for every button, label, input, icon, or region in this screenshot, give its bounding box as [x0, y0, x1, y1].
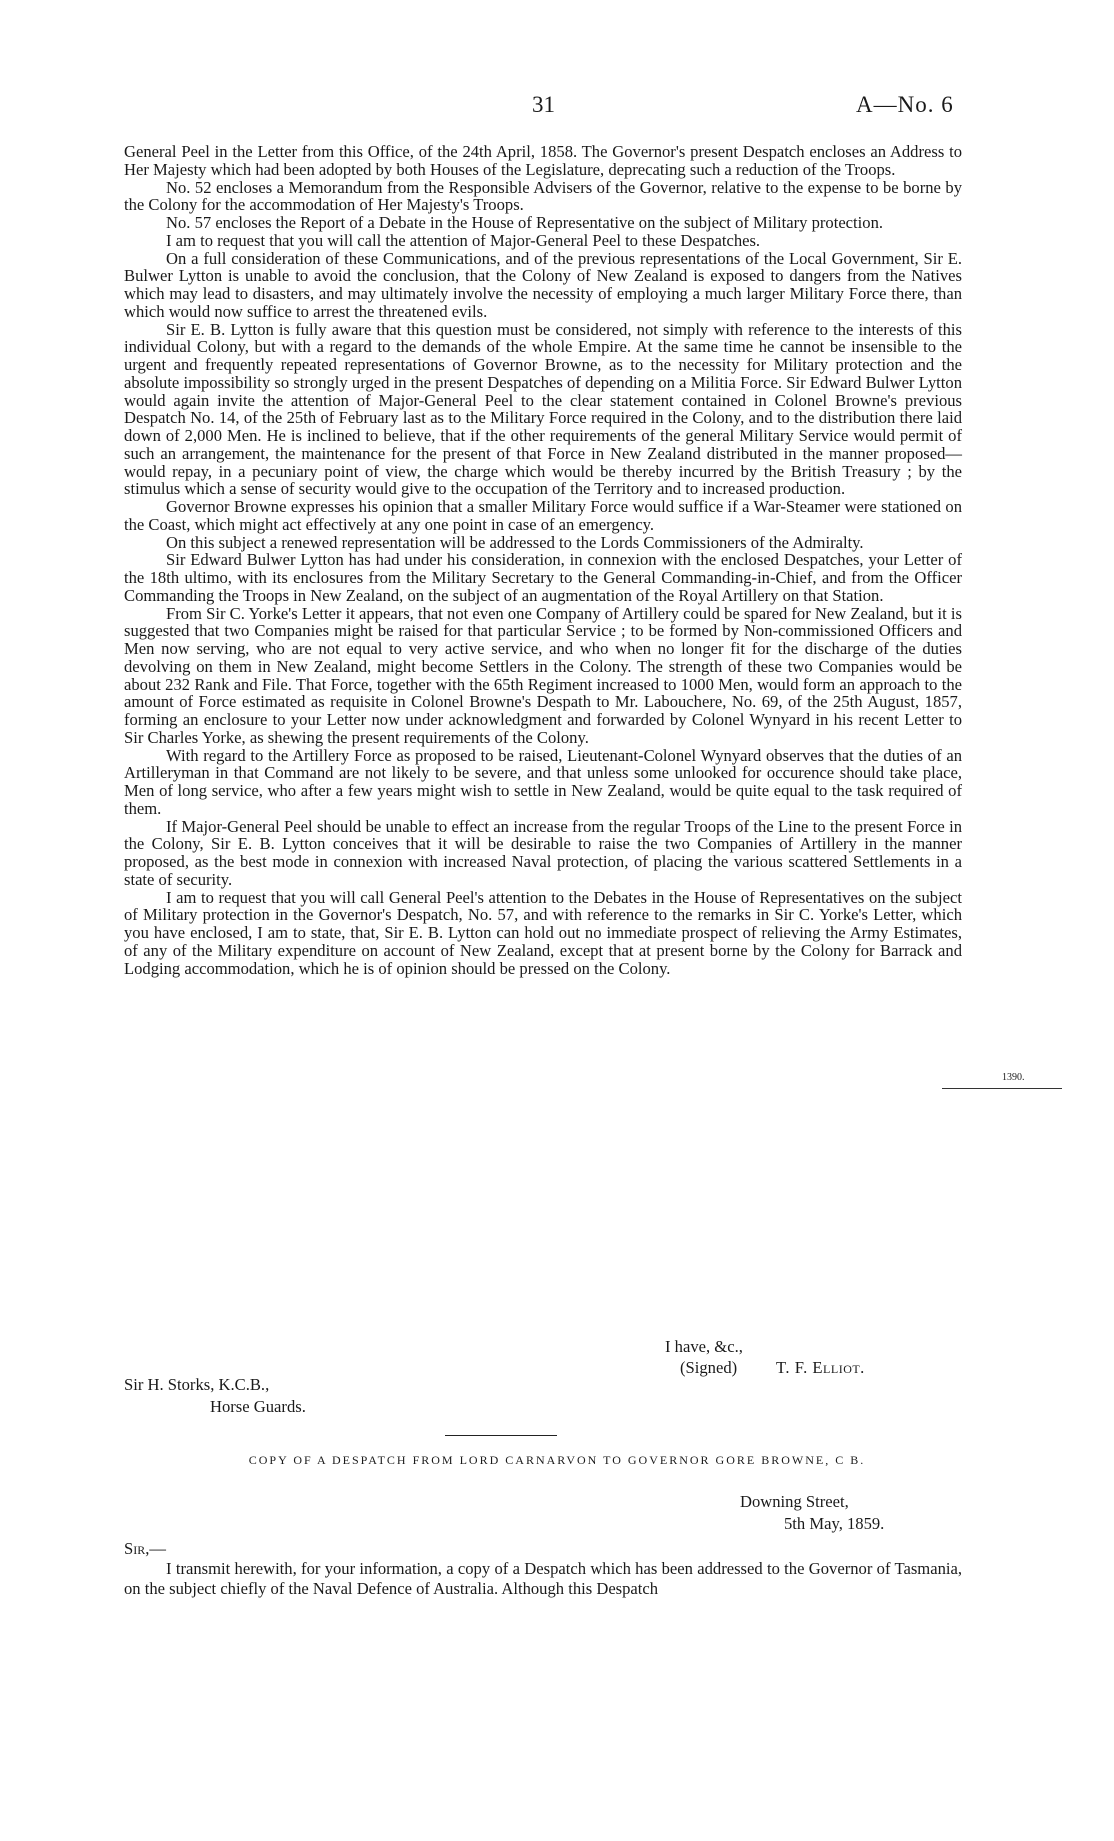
letter-date: 5th May, 1859. [784, 1514, 885, 1533]
margin-leader-line [942, 1088, 962, 1089]
paragraph: On a full consideration of these Communications, and of the previous representations of the Local Government, Sir E. Bulwer Lytton is unable to avoid the conclusion, that the Colony of New Zealand is exposed to dangers from the Natives which may lead to disasters, and may ultimately involve the necessity of employing a much larger Military Force there, than which would now suffice to arrest the threatened evils. [124, 248, 962, 321]
paragraph: Sir Edward Bulwer Lytton has had under his consideration, in connexion with the enclosed Despatches, your Letter of the 18th ultimo, with its enclosures from the Military Secretary to the General Commanding-in-Chief, and from the Officer Commanding the Troops in New Zealand, on the subject of an augmentation of the Royal Artillery on that Station. [124, 550, 962, 605]
paragraph: No. 57 encloses the Report of a Debate in the House of Representative on the subject of Military protection. [166, 213, 884, 232]
paragraph: If Major-General Peel should be unable to effect an increase from the regular Troops of the Line to the present Force in the Colony, Sir E. B. Lytton conceives that it will be desirable to raise the two Companies of Artillery in the manner proposed, as the best mode in connexion with increased Naval protection, of placing the various scattered Settlements in a state of security. [124, 816, 962, 889]
page-number: 31 [532, 92, 555, 117]
paragraph: On this subject a renewed representation will be addressed to the Lords Commissioners of the Admiralty. [166, 532, 864, 552]
letter-dateline [740, 1491, 884, 1535]
page-header [0, 92, 1114, 126]
paragraph: From Sir C. Yorke's Letter it appears, that not even one Company of Artillery could be spared for New Zealand, but it is suggested that two Companies might be raised for that particular Service ; to be formed by Non-commissioned Officers and Men now serving, who are not equal to very active service, and who when no longer fit for the discharge of the duties devolving on them in New Zealand, might become Settlers in the Colony. The strength of these two Companies would be about 232 Rank and File. That Force, together with the 65th Regiment increased to 1000 Men, would form an approach to the amount of Force estimated as requisite in Colonel Browne's Despath to Mr. Labouchere, No. 69, of the 25th August, 1857, forming an enclosure to your Letter now under acknowledgment and forwarded by Colonel Wynyard in his recent Letter to Sir Charles Yorke, as shewing the present requirements of the Colony. [124, 603, 962, 747]
paragraph: General Peel in the Letter from this Office, of the 24th April, 1858. The Governor's present Despatch encloses an Address to Her Majesty which had been adopted by both Houses of the Legislature, deprecating such a reduction of the Troops. [124, 142, 962, 179]
second-letter-body [124, 1559, 962, 1599]
letter-body [124, 143, 962, 977]
signatory: T. F. Elliot. [776, 1358, 865, 1377]
section-divider [445, 1435, 557, 1436]
copy-heading: COPY OF A DESPATCH FROM LORD CARNARVON TO GOVERNOR GORE BROWNE, C B. [248, 1453, 866, 1467]
document-reference: A—No. 6 [856, 92, 954, 117]
margin-note [962, 1072, 1062, 1092]
closing-formula: I have, &c., [665, 1337, 743, 1356]
paragraph: I am to request that you will call the attention of Major-General Peel to these Despatches. [166, 230, 761, 250]
paragraph: I am to request that you will call General Peel's attention to the Debates in the House of Representatives on the subject of Military protection in the Governor's Despatch, No. 57, and with reference to the remarks in Sir C. Yorke's Letter, which you have enclosed, I am to state, that, Sir E. B. Lytton can hold out no immediate prospect of relieving the Army Estimates, of any of the Military expenditure on account of New Zealand, except that at present borne by the Colony for Barrack and Lodging accommodation, which he is of opinion should be pressed on the Colony. [124, 887, 962, 978]
addressee-block [124, 1374, 306, 1418]
paragraph: Sir E. B. Lytton is fully aware that this question must be considered, not simply with reference to the interests of this individual Colony, but with a regard to the demands of the whole Empire. At the same time he cannot be insensible to the urgent and frequently repeated representations of Governor Browne, as to the necessity for Military protection and the absolute impossibility so strongly urged in the present Despatches of depending on a Militia Force. Sir Edward Bulwer Lytton would again invite the attention of Major-General Peel to the clear statement contained in Colonel Browne's previous Despatch No. 14, of the 25th of February last as to the Military Force required in the Colony, and to the distribution there laid down of 2,000 Men. He is inclined to believe, that if the other requirements of the general Military Service would permit of such an arrangement, the maintenance for the present of that Force in New Zealand distributed in the manner proposed—would repay, in a pecuniary point of view, the charge which would be thereby incurred by the British Treasury ; by the stimulus which a sense of security would give to the occupation of the Territory and to increased production. [124, 319, 962, 499]
letter-place: Downing Street, [740, 1492, 849, 1511]
paragraph: I transmit herewith, for your information, a copy of a Despatch which has been addressed to the Governor of Tasmania, on the subject chiefly of the Naval Defence of Australia. Although this Despatch [124, 1559, 962, 1598]
salutation: Sir,— [124, 1539, 166, 1558]
margin-rule [962, 1088, 1062, 1089]
paragraph: No. 52 encloses a Memorandum from the Responsible Advisers of the Governor, relative to the expense to be borne by the Colony for the accommodation of Her Majesty's Troops. [124, 177, 962, 215]
signed-label: (Signed) [680, 1358, 738, 1377]
addressee-location: Horse Guards. [210, 1397, 306, 1416]
addressee-name: Sir H. Storks, K.C.B., [124, 1375, 270, 1394]
paragraph: Governor Browne expresses his opinion that a smaller Military Force would suffice if a War-Steamer were stationed on the Coast, which might act effectively at any one point in case of an emergency. [124, 497, 962, 534]
paragraph: With regard to the Artillery Force as proposed to be raised, Lieutenant-Colonel Wynyard observes that the duties of an Artilleryman in that Command are not likely to be severe, and that unless some unlooked for occurence should take place, Men of long service, who after a few years might wish to settle in New Zealand, would be quite equal to the task required of them. [124, 745, 962, 818]
margin-note-label: 1390. [1002, 1072, 1025, 1083]
